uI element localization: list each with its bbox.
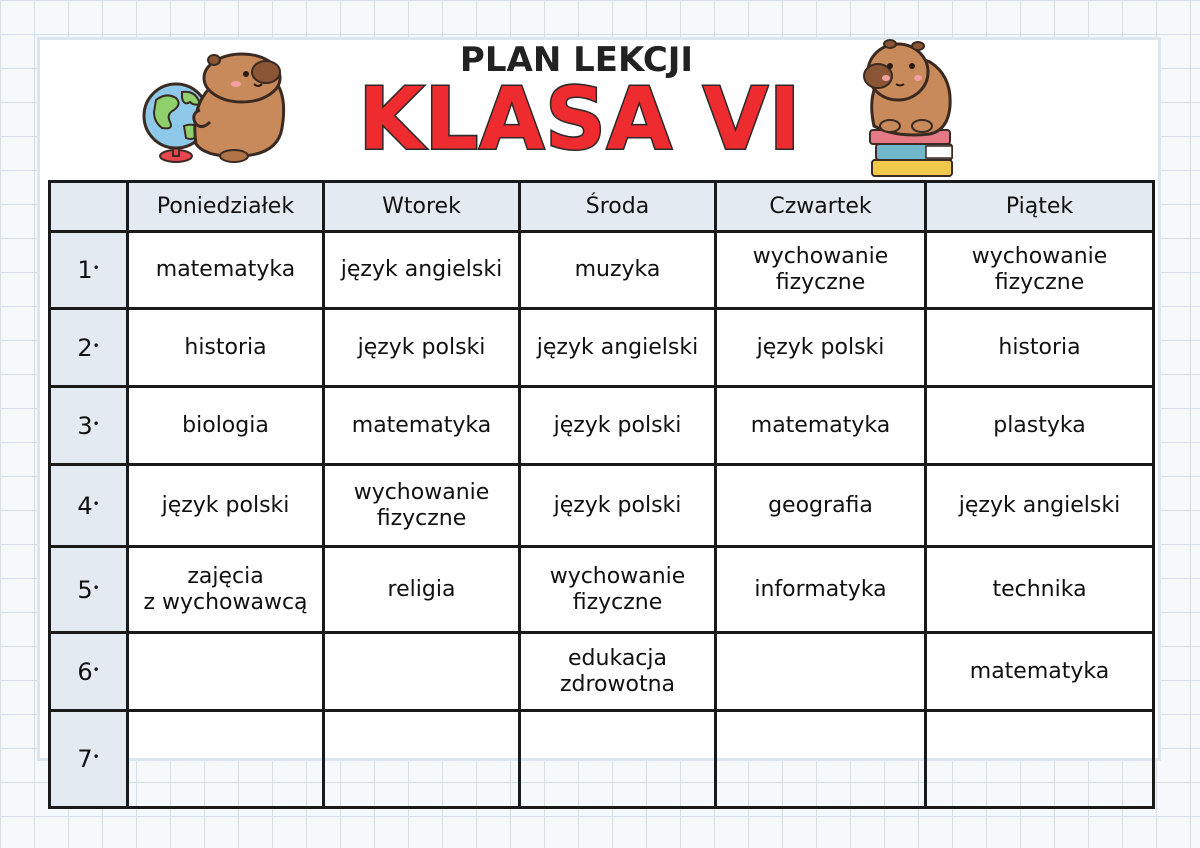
lesson-subject: historia — [998, 334, 1081, 360]
lesson-cell — [926, 633, 1154, 711]
lesson-cell — [324, 711, 520, 808]
day-header: Czwartek — [716, 182, 926, 232]
table-row — [50, 465, 1154, 547]
lesson-subject: wychowanie fizyczne — [971, 244, 1108, 295]
lesson-number-text: 6 — [77, 657, 93, 686]
lesson-subject: plastyka — [993, 412, 1086, 438]
lesson-cell — [520, 309, 716, 387]
lesson-subject: matematyka — [969, 658, 1110, 684]
dot-icon: • — [92, 496, 100, 511]
lesson-cell — [926, 711, 1154, 808]
lesson-subject: religia — [387, 576, 456, 602]
lesson-number — [50, 309, 128, 387]
lesson-subject: język angielski — [340, 257, 503, 282]
lesson-number — [50, 232, 128, 309]
lesson-subject: zajęcia z wychowawcą — [143, 563, 308, 615]
lesson-subject: matematyka — [750, 412, 891, 438]
lesson-cell — [324, 309, 520, 387]
table-row — [50, 547, 1154, 633]
lesson-cell — [128, 547, 324, 633]
lesson-subject: język polski — [756, 334, 885, 360]
lesson-cell — [520, 387, 716, 465]
lesson-cell — [926, 387, 1154, 465]
lesson-number-text: 1 — [77, 256, 93, 284]
table-row — [50, 387, 1154, 465]
table-row — [50, 309, 1154, 387]
lesson-number — [50, 465, 128, 547]
lesson-cell — [128, 711, 324, 808]
lesson-cell — [128, 309, 324, 387]
corner-cell — [50, 182, 128, 232]
lesson-cell — [520, 465, 716, 547]
lesson-subject: język polski — [161, 492, 290, 518]
lesson-cell — [926, 309, 1154, 387]
schedule-table — [48, 180, 1155, 809]
lesson-subject: edukacja zdrowotna — [559, 645, 676, 697]
lesson-number-text: 7 — [77, 745, 93, 773]
lesson-cell — [716, 711, 926, 808]
lesson-subject: technika — [992, 576, 1087, 602]
table-row — [50, 232, 1154, 309]
lesson-cell — [520, 232, 716, 309]
day-header: Wtorek — [324, 182, 520, 232]
lesson-subject: język angielski — [536, 334, 699, 360]
dot-icon: • — [92, 662, 100, 677]
lesson-number-text: 5 — [77, 575, 93, 604]
lesson-subject: język angielski — [958, 492, 1121, 518]
lesson-number — [50, 711, 128, 808]
lesson-subject: historia — [184, 334, 267, 360]
lesson-subject: wychowanie fizyczne — [752, 244, 889, 295]
header-row — [50, 182, 1154, 232]
lesson-subject: matematyka — [351, 412, 492, 438]
lesson-subject: wychowanie fizyczne — [549, 563, 686, 615]
lesson-cell — [324, 232, 520, 309]
lesson-subject: geografia — [768, 492, 873, 518]
lesson-cell — [324, 633, 520, 711]
lesson-cell — [716, 387, 926, 465]
lesson-number-text: 3 — [77, 411, 93, 440]
dot-icon: • — [92, 580, 100, 595]
lesson-cell — [128, 232, 324, 309]
lesson-cell — [128, 387, 324, 465]
lesson-subject: język polski — [553, 492, 682, 518]
lesson-cell — [520, 633, 716, 711]
page-title: KLASA VI — [358, 69, 802, 169]
lesson-number-text: 4 — [77, 491, 93, 520]
lesson-cell — [716, 465, 926, 547]
lesson-subject: biologia — [182, 412, 269, 438]
lesson-number — [50, 387, 128, 465]
lesson-cell — [520, 711, 716, 808]
table-row — [50, 711, 1154, 808]
lesson-cell — [716, 633, 926, 711]
lesson-subject: muzyka — [574, 257, 661, 282]
lesson-subject: matematyka — [155, 257, 296, 282]
lesson-cell — [324, 547, 520, 633]
dot-icon: • — [92, 261, 100, 275]
lesson-cell — [926, 547, 1154, 633]
dot-icon: • — [92, 750, 100, 764]
lesson-number — [50, 547, 128, 633]
lesson-cell — [926, 465, 1154, 547]
lesson-cell — [324, 465, 520, 547]
lesson-number-text: 2 — [77, 333, 93, 362]
table-row — [50, 633, 1154, 711]
lesson-cell — [926, 232, 1154, 309]
lesson-subject: język polski — [357, 334, 486, 360]
lesson-cell — [324, 387, 520, 465]
lesson-cell — [716, 309, 926, 387]
lesson-cell — [128, 465, 324, 547]
lesson-cell — [520, 547, 716, 633]
day-header: Środa — [520, 182, 716, 232]
lesson-cell — [716, 232, 926, 309]
lesson-number — [50, 633, 128, 711]
lesson-subject: wychowanie fizyczne — [353, 479, 490, 531]
lesson-cell — [716, 547, 926, 633]
dot-icon: • — [92, 416, 100, 431]
lesson-subject: język polski — [553, 412, 682, 438]
dot-icon: • — [92, 338, 100, 353]
page-subtitle: PLAN LEKCJI — [459, 40, 694, 80]
day-header: Poniedziałek — [128, 182, 324, 232]
lesson-subject: informatyka — [754, 576, 887, 602]
day-header: Piątek — [926, 182, 1154, 232]
lesson-cell — [128, 633, 324, 711]
